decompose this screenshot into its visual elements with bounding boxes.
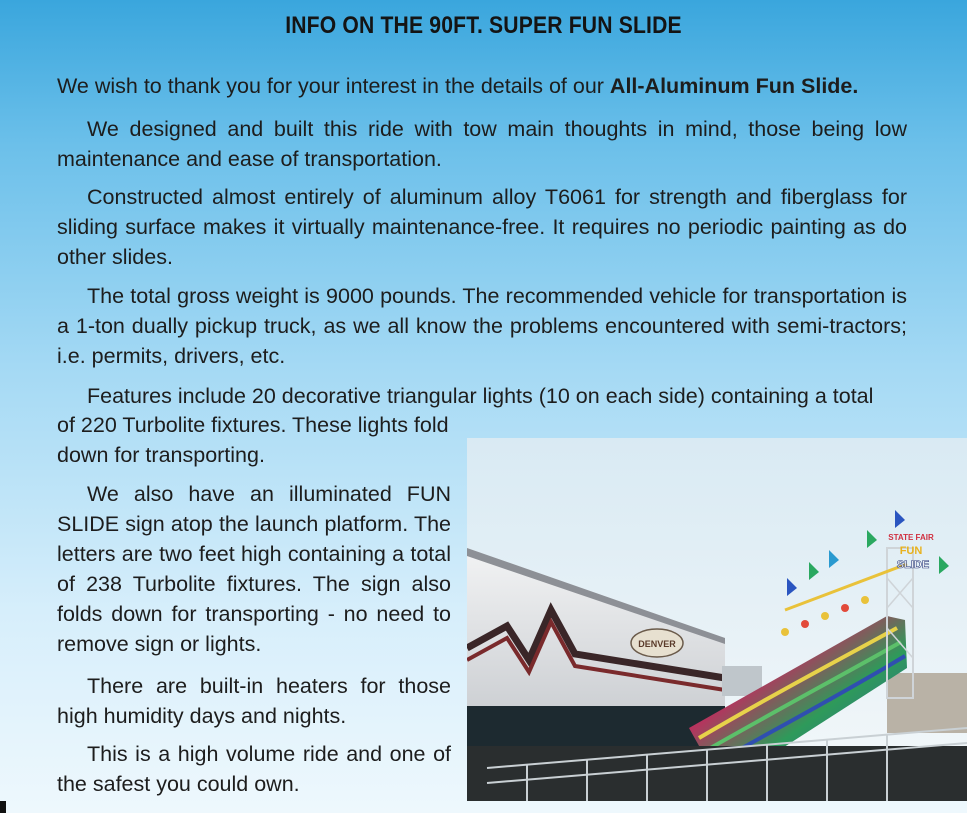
intro-text: We wish to thank you for your interest in the details of our — [57, 74, 610, 98]
trailer-underside — [467, 706, 725, 746]
paragraph-weight: The total gross weight is 9000 pounds. The recommended vehicle for transportation is a 1-ton dually pickup truck, as we all know the problems encountered with semi-tractors; i.e. permits, drivers, etc. — [57, 284, 907, 368]
sign-bottom-text: SLIDE — [896, 559, 930, 571]
paragraph-safety: This is a high volume ride and one of the safest you could own. — [57, 742, 451, 796]
trailer-logo-text: DENVER — [638, 639, 676, 649]
ground — [467, 746, 967, 801]
page-title: INFO ON THE 90FT. SUPER FUN SLIDE — [285, 12, 682, 39]
fun-slide-photo — [467, 438, 967, 801]
intro-paragraph — [57, 71, 907, 101]
sign-top-text: STATE FAIR — [888, 533, 934, 542]
paragraph-design: We designed and built this ride with tow main thoughts in mind, those being low maintenance and ease of transportation. — [57, 117, 907, 171]
paragraph-heaters: There are built-in heaters for those high humidity days and nights. — [57, 674, 451, 728]
background-building — [887, 673, 967, 733]
intro-bold-text: All-Aluminum Fun Slide. — [609, 74, 859, 98]
fun-slide-illustration — [467, 438, 967, 801]
paragraph-construction: Constructed almost entirely of aluminum alloy T6061 for strength and fiberglass for sliding surface makes it virtually maintenance-free. It requires no periodic painting as do other slides. — [57, 185, 907, 269]
paragraph-sign: We also have an illuminated FUN SLIDE sign atop the launch platform. The letters are two feet high containing a total of 238 Turbolite fixtures. The sign also folds down for transporting - no need to remove sign or lights. — [57, 482, 451, 656]
paragraph-features: Features include 20 decorative triangular lights (10 on each side) containing a total — [87, 384, 874, 408]
sign-mid-text: FUN — [899, 545, 923, 557]
scan-edge-mark — [0, 801, 6, 813]
paragraph-features-continued: of 220 Turbolite fixtures. These lights fold down for transporting. — [57, 413, 449, 467]
